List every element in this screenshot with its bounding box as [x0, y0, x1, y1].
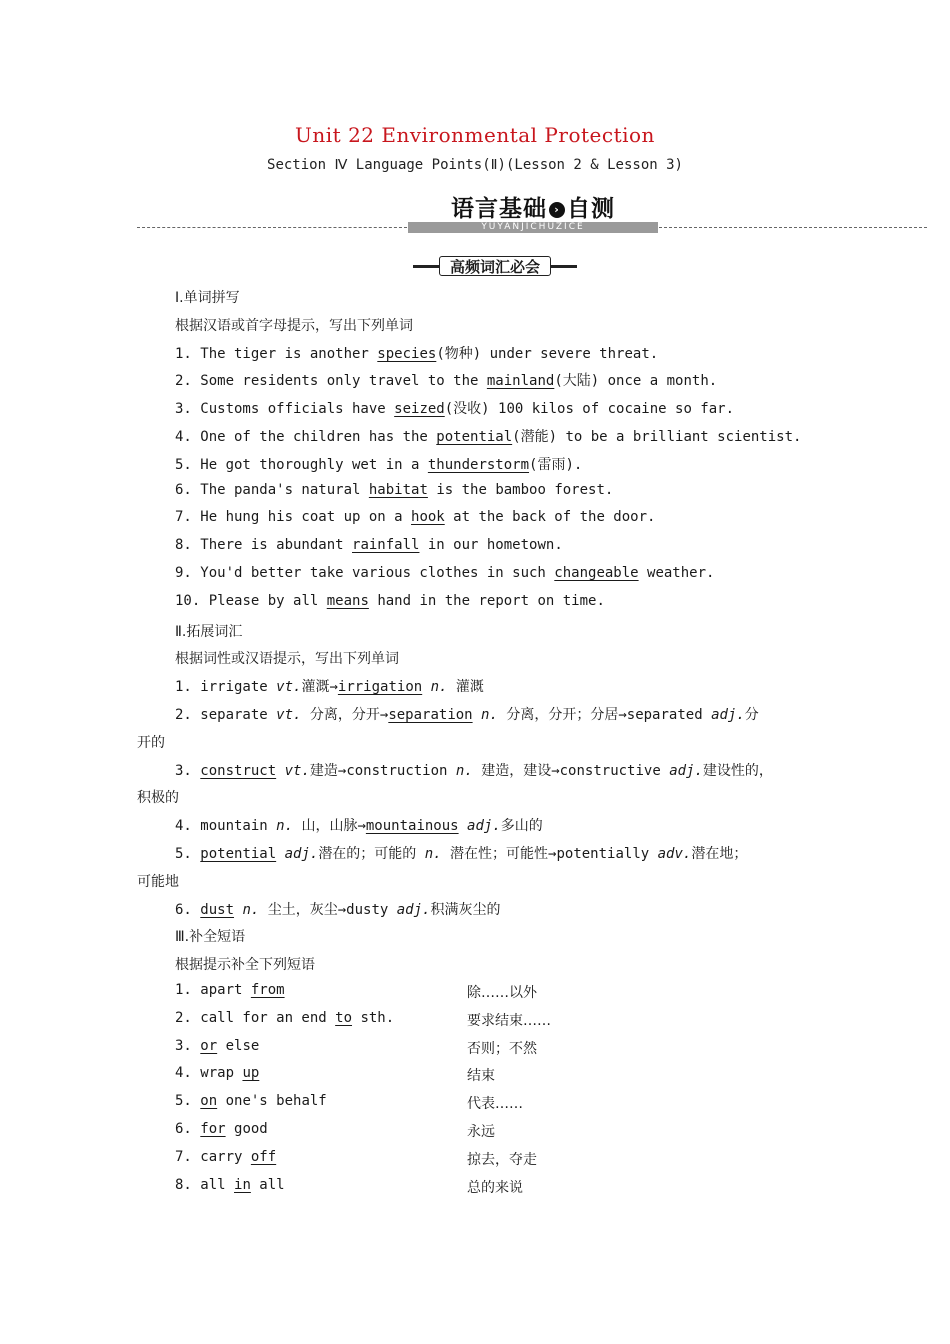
answer-word: to [335, 1009, 353, 1026]
answer-word: rainfall [352, 537, 420, 554]
phrase-item [175, 1038, 259, 1054]
answer-word: thunderstorm [427, 456, 530, 473]
item-text [459, 818, 467, 834]
phrase-item [175, 1065, 259, 1081]
banner-heading [408, 190, 658, 223]
section-banner [408, 190, 658, 234]
phrase-meaning: 要求结束…… [467, 1012, 551, 1029]
item-number: 5. [175, 456, 192, 473]
phrase-meaning: 结束 [467, 1068, 495, 1085]
item-text: adj. [284, 846, 319, 862]
part3-heading [175, 926, 245, 946]
item-text: n. [455, 762, 473, 779]
item-text: He hung his coat up on a [191, 509, 412, 526]
item-number: 2. [175, 707, 192, 723]
item-text: call for an end [191, 1009, 336, 1026]
phrase-item [175, 1010, 394, 1026]
phrase-meaning: 永远 [467, 1124, 495, 1140]
chevron-right-icon: › [549, 202, 565, 218]
spelling-item [175, 398, 734, 418]
item-number: 6. [175, 901, 192, 918]
phrase-item [175, 1121, 268, 1137]
item-text [473, 707, 481, 723]
item-text: 山，山脉→ [293, 818, 366, 835]
word-form-item [175, 899, 500, 919]
item-text: n. [276, 818, 294, 835]
item-number: 1. [175, 982, 192, 998]
item-text: wrap [191, 1065, 243, 1082]
answer-word: off [250, 1148, 277, 1165]
part2-instruction [175, 648, 399, 668]
spelling-item [175, 565, 714, 581]
item-number: 3. [175, 401, 192, 418]
item-text: The tiger is another [191, 345, 378, 362]
item-number: 6. [175, 1121, 192, 1137]
answer-word: hook [411, 509, 445, 526]
item-text: weather. [638, 565, 715, 581]
answer-word: changeable [554, 565, 639, 581]
spelling-item [175, 482, 613, 498]
item-text: good [225, 1121, 268, 1137]
item-text: You'd better take various clothes in such [191, 565, 555, 581]
section-tag [413, 255, 577, 277]
item-text: vt. [284, 762, 310, 779]
item-number: 7. [175, 1148, 192, 1165]
item-text: one's behalf [217, 1093, 327, 1110]
item-text: (大陆) once a month. [554, 373, 718, 390]
banner-right-text: 自测 [567, 196, 615, 222]
item-text: 灌溉→ [301, 679, 338, 696]
item-number: 7. [175, 509, 192, 526]
item-text: apart [191, 982, 251, 998]
spelling-item [175, 370, 717, 390]
item-text: 多山的 [500, 818, 543, 835]
item-number: 1. [175, 345, 192, 362]
item-text: adj. [669, 762, 703, 779]
item-text: 积极的 [137, 790, 179, 807]
item-text: There is abundant [191, 537, 353, 554]
item-text: mountain [191, 818, 277, 835]
answer-word: or [200, 1037, 218, 1054]
item-text: 尘土，灰尘→dusty [259, 901, 397, 918]
item-number: 3. [175, 1037, 192, 1054]
tag-bar-left [413, 265, 439, 268]
phrase-meaning: 总的来说 [467, 1179, 523, 1196]
item-number: 4. [175, 818, 192, 835]
item-text: vt. [276, 679, 302, 696]
item-text: 开的 [137, 734, 165, 751]
item-text: 潜在性；可能性→potentially [441, 846, 658, 862]
item-text: 分 [744, 707, 759, 723]
item-text: 分离，分开→ [301, 707, 389, 723]
item-text: n. [481, 707, 498, 723]
answer-word: in [234, 1176, 251, 1193]
spelling-item [175, 509, 655, 525]
part1-heading [175, 287, 240, 307]
item-text: He got thoroughly wet in a [191, 456, 428, 473]
item-text: Please by all [200, 592, 327, 609]
unit-title: Unit 22 Environmental Protection [295, 123, 655, 147]
item-number: 4. [175, 1065, 192, 1082]
banner-pinyin: YUYANJICHUZICE [408, 222, 658, 233]
item-text: else [217, 1037, 260, 1054]
answer-word: construct [200, 762, 277, 779]
item-text: sth. [352, 1009, 395, 1026]
item-number: 9. [175, 565, 192, 581]
phrase-meaning: 掠去，夺走 [467, 1151, 537, 1168]
word-form-item [175, 843, 747, 863]
item-text: 积满灰尘的 [430, 901, 501, 918]
item-text: Customs officials have [191, 401, 395, 418]
word-form-continuation [137, 787, 179, 807]
phrase-meaning: 代表…… [467, 1096, 523, 1113]
answer-word: irrigation [337, 679, 423, 696]
instruction-text: 根据词性或汉语提示，写出下列单词 [175, 651, 399, 668]
phrase-item [175, 1177, 285, 1193]
item-text: adj. [467, 818, 501, 835]
phrase-item [175, 1093, 327, 1109]
item-text: n. [242, 901, 260, 918]
answer-word: means [326, 592, 369, 609]
item-number: 8. [175, 537, 192, 554]
answer-word: dust [200, 901, 235, 918]
phrase-meaning: 否则；不然 [467, 1040, 537, 1057]
answer-word: on [200, 1093, 218, 1110]
word-form-item [175, 760, 773, 780]
item-text: (潜能) to be a brilliant scientist. [512, 429, 802, 445]
item-number: 2. [175, 373, 192, 390]
item-text: vt. [276, 707, 302, 723]
item-number: 5. [175, 846, 192, 862]
answer-word: species [377, 345, 437, 362]
spelling-item [175, 454, 582, 474]
banner-rule-right [659, 227, 927, 228]
heading-text: Ⅱ.拓展词汇 [175, 623, 243, 640]
item-text: adv. [657, 846, 692, 862]
item-text: all [191, 1176, 235, 1193]
item-text: all [250, 1176, 285, 1193]
item-text [276, 846, 284, 862]
item-text: The panda's natural [191, 481, 369, 498]
item-text: 潜在的；可能的 [318, 846, 425, 862]
item-text: adj. [396, 901, 431, 918]
item-text: (没收) 100 kilos of cocaine so far. [444, 401, 735, 418]
answer-word: mainland [486, 373, 555, 390]
word-form-continuation [137, 871, 179, 891]
part3-instruction [175, 954, 315, 974]
item-text: (物种) under severe threat. [436, 345, 659, 362]
heading-text: Ⅰ.单词拼写 [175, 290, 240, 306]
phrase-item [175, 1149, 276, 1165]
item-number: 10. [175, 592, 201, 609]
item-number: 4. [175, 429, 192, 445]
item-text: 可能地 [137, 873, 179, 890]
part2-heading [175, 621, 242, 641]
answer-word: seized [394, 401, 445, 418]
item-text [276, 763, 284, 779]
item-text: 建造，建设→constructive [472, 762, 670, 779]
phrase-item [175, 982, 285, 998]
answer-word: for [200, 1121, 226, 1137]
answer-word: potential [436, 429, 513, 445]
item-text: is the bamboo forest. [427, 481, 614, 498]
spelling-item [175, 426, 801, 446]
banner-left-text: 语言基础 [451, 196, 547, 222]
banner-rule-left [137, 227, 407, 228]
word-form-item [175, 704, 759, 724]
spelling-item [175, 343, 658, 363]
item-text [422, 679, 430, 695]
item-text: n. [430, 679, 448, 696]
item-text: One of the children has the [191, 429, 437, 445]
item-text: Some residents only travel to the [191, 373, 487, 390]
answer-word: potential [200, 846, 277, 862]
answer-word: mountainous [365, 818, 459, 835]
section-subtitle: Section Ⅳ Language Points(Ⅱ)(Lesson 2 & Lesson 3) [267, 157, 683, 173]
word-form-item [175, 815, 543, 835]
item-text: hand in the report on time. [368, 592, 605, 609]
instruction-text: 根据汉语或首字母提示，写出下列单词 [175, 317, 413, 334]
heading-text: Ⅲ.补全短语 [175, 929, 246, 946]
item-text: (雷雨). [529, 456, 583, 473]
item-text: 建造→construction [309, 762, 456, 779]
answer-word: habitat [368, 481, 428, 498]
word-form-item [175, 676, 484, 696]
item-text: 分离，分开；分居→separated [497, 707, 712, 723]
item-text: at the back of the door. [444, 509, 656, 526]
phrase-meaning: 除……以外 [467, 985, 537, 1001]
spelling-item [175, 593, 605, 609]
item-number: 1. [175, 679, 192, 696]
item-text: 建设性的， [702, 762, 773, 779]
item-number: 8. [175, 1176, 192, 1193]
item-text: irrigate [191, 679, 277, 696]
item-text: 灌溉 [447, 679, 484, 696]
item-text: in our hometown. [419, 537, 563, 554]
instruction-text: 根据提示补全下列短语 [175, 957, 315, 974]
section-tag-label: 高频词汇必会 [439, 256, 551, 276]
item-text: 潜在地； [691, 846, 748, 862]
item-number: 2. [175, 1009, 192, 1026]
item-text: separate [191, 707, 277, 723]
tag-bar-right [551, 265, 577, 268]
item-text: n. [424, 846, 442, 862]
item-text: adj. [711, 707, 745, 723]
item-text: carry [191, 1148, 251, 1165]
item-number: 5. [175, 1093, 192, 1110]
word-form-continuation [137, 732, 165, 752]
answer-word: separation [388, 707, 473, 723]
spelling-item [175, 537, 563, 553]
answer-word: up [242, 1065, 260, 1082]
part1-instruction [175, 315, 413, 335]
item-number: 6. [175, 481, 192, 498]
item-number: 3. [175, 762, 192, 779]
answer-word: from [250, 982, 285, 998]
